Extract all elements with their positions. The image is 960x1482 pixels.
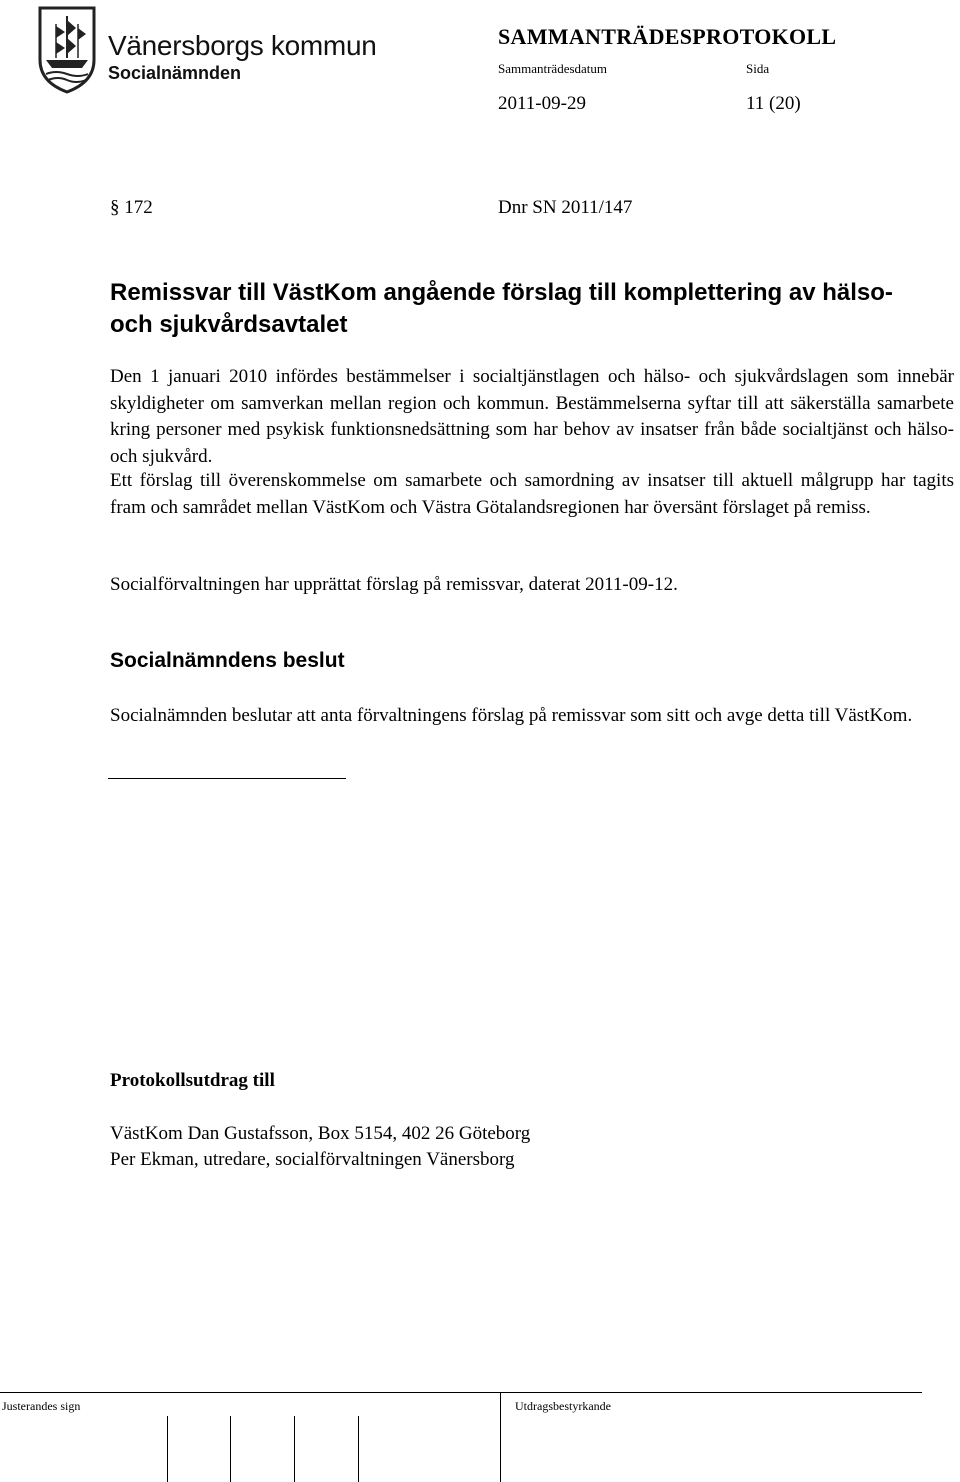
recipient-item: Per Ekman, utredare, socialförvaltningen Vänersborg	[110, 1149, 515, 1170]
body-paragraph-1: Den 1 januari 2010 infördes bestämmelser i socialtjänstlagen och hälso- och sjukvårdslagen som innebär skyldigheter om samverkan mellan region och kommun. Bestämmelserna syftar till att säkerställa samarbete kring personer med psykisk funktionsnedsättning som har behov av insatser från både socialtjänst och hälso- och sjukvård.	[110, 366, 954, 467]
signature-box-divider	[294, 1416, 295, 1482]
footer-column-divider	[500, 1393, 501, 1482]
page-label: Sida	[746, 61, 770, 76]
org-department: Socialnämnden	[108, 63, 242, 83]
meeting-date-value: 2011-09-29	[498, 93, 586, 114]
body-paragraph-2: Ett förslag till överenskommelse om samarbete och samordning av insatser till aktuell målgrupp har tagits fram och samrådet mellan VästKom och Västra Götalandsregionen har översänt förslaget på remiss.	[110, 470, 954, 518]
footer-rule	[0, 1392, 922, 1393]
item-title: Remissvar till VästKom angående förslag till komplettering av hälso- och sjukvårdsavtalet	[110, 279, 893, 338]
signature-label: Justerandes sign	[2, 1399, 81, 1413]
decision-text: Socialnämnden beslutar att anta förvaltningens förslag på remissvar som sitt och avge detta till VästKom.	[110, 705, 913, 726]
document-type: SAMMANTRÄDESPROTOKOLL	[498, 24, 837, 49]
municipality-coat-of-arms-logo	[36, 2, 98, 94]
decision-heading: Socialnämndens beslut	[110, 649, 345, 672]
recipient-list	[110, 1121, 530, 1173]
org-name: Vänersborgs kommun	[108, 30, 377, 61]
paragraph-number: § 172	[110, 197, 153, 218]
signature-box-divider	[230, 1416, 231, 1482]
meeting-date-label: Sammanträdesdatum	[498, 61, 608, 76]
signature-box-divider	[167, 1416, 168, 1482]
diary-number: Dnr SN 2011/147	[498, 197, 633, 218]
page-value: 11 (20)	[746, 93, 801, 114]
separator-line	[108, 778, 346, 779]
body-paragraph-3: Socialförvaltningen har upprättat förslag på remissvar, daterat 2011-09-12.	[110, 574, 678, 595]
signature-box-divider	[358, 1416, 359, 1482]
certification-label: Utdragsbestyrkande	[515, 1399, 611, 1413]
extract-heading: Protokollsutdrag till	[110, 1070, 275, 1091]
recipient-item: VästKom Dan Gustafsson, Box 5154, 402 26 Göteborg	[110, 1123, 531, 1144]
